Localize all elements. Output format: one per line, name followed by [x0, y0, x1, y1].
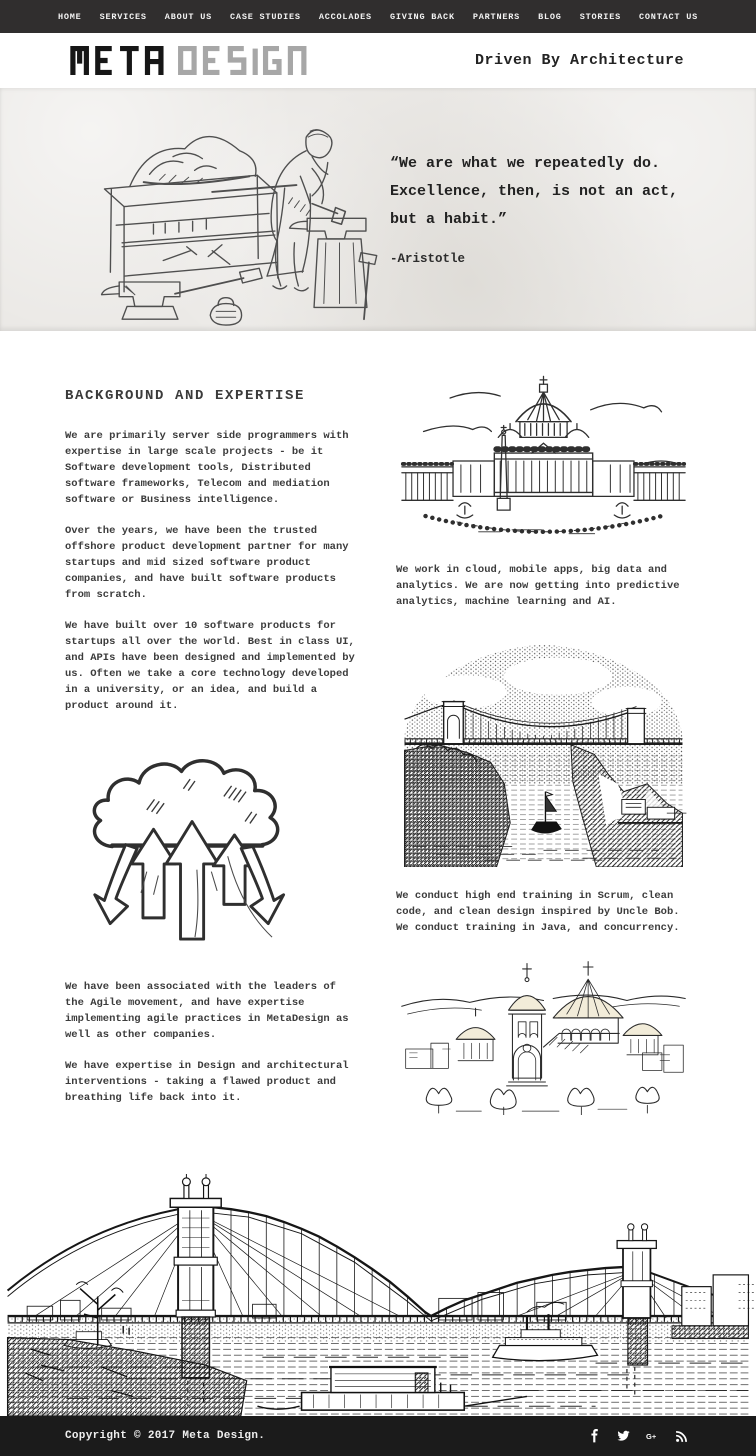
basilica-illustration — [396, 370, 691, 548]
hero-section — [0, 88, 756, 331]
nav-item-home[interactable]: HOME — [57, 11, 82, 22]
metadesign-logo[interactable] — [65, 46, 318, 75]
twitter-icon[interactable] — [617, 1429, 630, 1443]
nav-item-giving-back[interactable]: GIVING BACK — [389, 11, 455, 22]
copyright-text: Copyright © 2017 Meta Design. — [65, 1430, 266, 1442]
main-content — [0, 331, 756, 1171]
section-heading: BACKGROUND AND EXPERTISE — [65, 388, 306, 404]
site-header — [0, 33, 756, 88]
nav-item-accolades[interactable]: ACCOLADES — [318, 11, 372, 22]
caption-cloud-bigdata: We work in cloud, mobile apps, big data and analytics. We are now getting into predictive analytics, machine learning and AI. — [396, 564, 680, 608]
nav-item-case-studies[interactable]: CASE STUDIES — [230, 11, 301, 22]
blacksmith-illustration — [0, 88, 390, 331]
paragraph-products: We have built over 10 software products for startups all over the world. Best in class UI, and APIs have been designed and implemented by us. Often we take a core technology developed in a university, or an idea, and build a product around it. — [65, 620, 355, 712]
nav-item-contact-us[interactable]: CONTACT US — [639, 11, 699, 22]
caption-training: We conduct high end training in Scrum, clean code, and clean design inspired by Uncle Bob. We conduct training in Java, and concurrency. — [396, 890, 680, 934]
paragraph-offshore: Over the years, we have been the trusted offshore product development partner for many startups and mid sized software product companies, and have built software products from scratch. — [65, 525, 349, 601]
nav-item-blog[interactable]: BLOG — [538, 11, 562, 22]
hero-quote-block — [390, 88, 700, 331]
top-navbar — [0, 0, 756, 33]
suspension-bridge-illustration — [396, 637, 691, 867]
nav-item-about-us[interactable]: ABOUT US — [164, 11, 213, 22]
cloud-computing-illustration — [83, 729, 361, 941]
cathedral-illustration — [396, 950, 691, 1115]
right-column — [396, 370, 691, 1121]
left-column — [65, 388, 361, 1121]
metadesign-logo-mark — [65, 46, 318, 75]
bottom-bar — [0, 1416, 756, 1456]
paragraph-agile: We have been associated with the leaders of the Agile movement, and have expertise implementing agile practices in MetaDesign as well as other companies. — [65, 981, 349, 1041]
paragraph-expertise: We are primarily server side programmers with expertise in large scale projects - be it Software development tools, Distributed software frameworks, Telecom and mediation software or Business intelligence. — [65, 430, 349, 506]
rss-icon[interactable] — [675, 1429, 688, 1443]
site-tagline: Driven By Architecture — [474, 52, 684, 69]
aristotle-quote: “We are what we repeatedly do. Excellence, then, is not an act, but a habit.” — [390, 155, 679, 228]
facebook-icon[interactable] — [588, 1429, 601, 1443]
nav-item-services[interactable]: SERVICES — [99, 11, 147, 22]
social-links — [588, 1429, 688, 1443]
footer-bridge-illustration — [0, 1171, 756, 1416]
quote-attribution: -Aristotle — [390, 252, 466, 266]
svg-text:G+: G+ — [646, 1431, 657, 1441]
nav-item-partners[interactable]: PARTNERS — [472, 11, 521, 22]
nav-item-stories[interactable]: STORIES — [579, 11, 621, 22]
google-plus-icon[interactable] — [646, 1429, 659, 1443]
paragraph-design-interventions: We have expertise in Design and architectural interventions - taking a flawed product and breathing life back into it. — [65, 1060, 349, 1104]
